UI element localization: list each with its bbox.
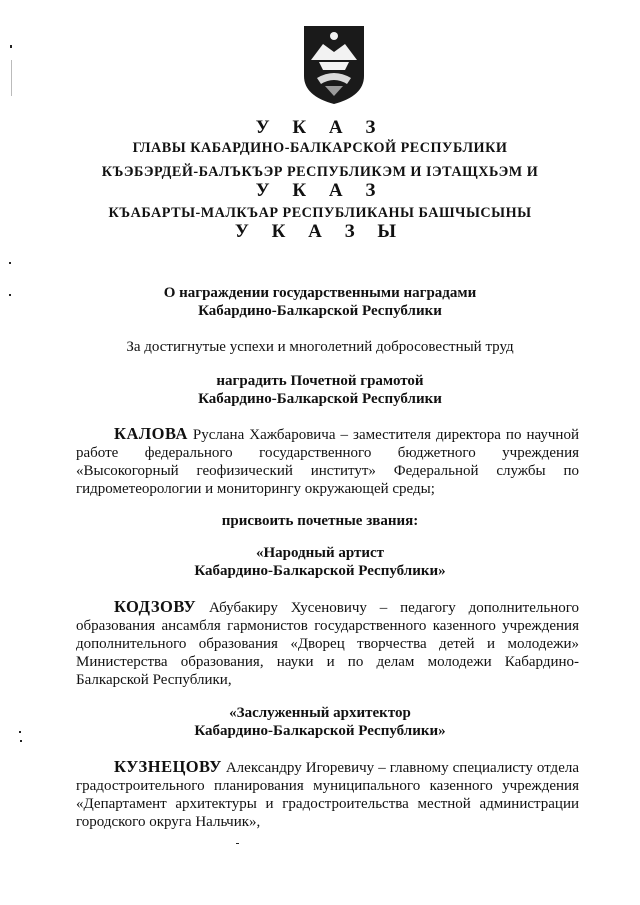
scan-mark [20, 740, 22, 742]
recipient-text: Руслана Хажбаровича – заместителя директора по научной работе федерального государственного бюджетного учреждения «Высокогорный геофизический институт» Федеральной службы по гидрометеорологии и мониторингу окружающей среды; [76, 427, 579, 497]
honorary-title: «Заслуженный архитектор [229, 705, 411, 721]
header-line: ГЛАВЫ КАБАРДИНО-БАЛКАРСКОЙ РЕСПУБЛИКИ [132, 140, 508, 156]
recipient-name: КУЗНЕЦОВУ [114, 757, 222, 776]
document-title: О награждении государственными наградами [163, 285, 477, 301]
recipient-name: КАЛОВА [114, 424, 188, 443]
scan-mark [11, 60, 12, 96]
decree-word: У К А З [255, 180, 385, 201]
scan-mark [10, 45, 12, 48]
decree-word: У К А З [255, 117, 385, 138]
title-recipient-paragraph [76, 758, 579, 831]
recipient-text: Александру Игоревичу – главному специалисту отдела градостроительного планирования муниципального казенного учреждения «Департамент архитектуры и градостроительства местной администрации городского округа Нальчик», [76, 760, 579, 830]
recipient-name: КОДЗОВУ [114, 597, 197, 616]
honorary-title: Кабардино-Балкарской Республики» [194, 723, 446, 739]
award-heading: Кабардино-Балкарской Республики [198, 391, 442, 407]
document-title: Кабардино-Балкарской Республики [198, 303, 442, 319]
honorary-title: «Народный артист [255, 545, 385, 561]
honorary-title: Кабардино-Балкарской Республики» [194, 563, 446, 579]
award-recipient-paragraph [76, 425, 579, 498]
titles-heading: присвоить почетные звания: [221, 513, 419, 529]
title-recipient-paragraph [76, 598, 579, 689]
decree-word: У К А З Ы [234, 221, 406, 242]
award-heading: наградить Почетной грамотой [216, 373, 424, 389]
scan-mark [236, 843, 239, 844]
header-line: КЪЭБЭРДЕЙ-БАЛЪКЪЭР РЕСПУБЛИКЭМ И ІЭТАЩХЬЭМ И [101, 164, 539, 180]
intro-text: За достигнутые успехи и многолетний добросовестный труд [126, 339, 514, 355]
recipient-text: Абубакиру Хусеновичу – педагогу дополнительного образования ансамбля гармонистов государственного казенного учреждения дополнительного образования «Дворец творчества детей и молодежи» Министерства образования, науки и по делам молодежи Кабардино-Балкарской Республики, [76, 600, 579, 688]
coat-of-arms-emblem [301, 22, 367, 106]
scan-mark [9, 262, 11, 264]
header-line: КЪАБАРТЫ-МАЛКЪАР РЕСПУБЛИКАНЫ БАШЧЫСЫНЫ [108, 205, 532, 221]
